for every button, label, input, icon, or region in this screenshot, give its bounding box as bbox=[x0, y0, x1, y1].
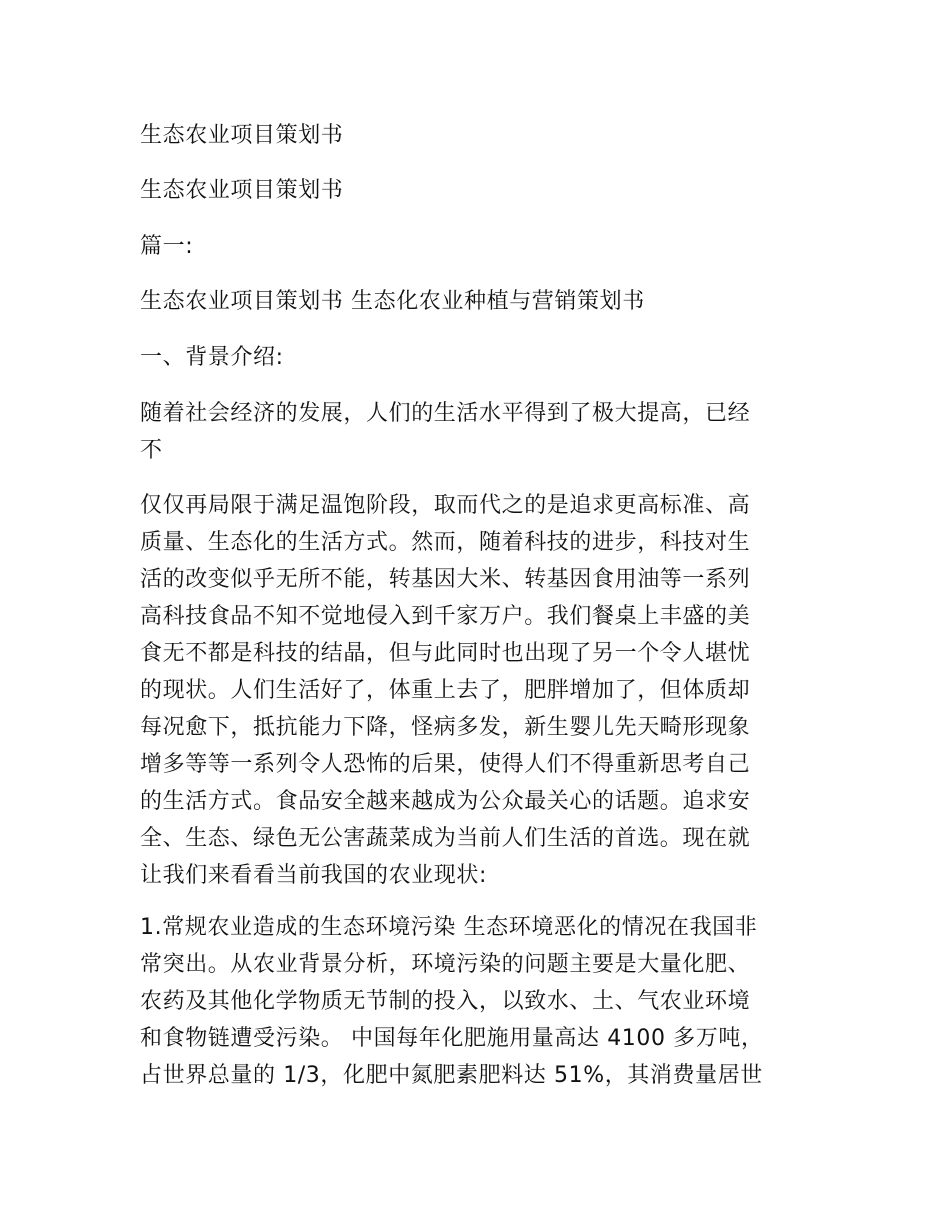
paragraph-background bbox=[140, 487, 805, 894]
paragraph-line: 高科技食品不知不觉地侵入到千家万户。我们餐桌上丰盛的美 bbox=[140, 604, 751, 629]
paragraph-line: 增多等等一系列令人恐怖的后果，使得人们不得重新思考自己 bbox=[140, 752, 751, 777]
paragraph-line: 仅仅再局限于满足温饱阶段，取而代之的是追求更高标准、高 bbox=[140, 493, 751, 518]
paragraph-line: 每况愈下，抵抗能力下降，怪病多发，新生婴儿先天畸形现象 bbox=[140, 715, 751, 740]
section-heading-background: 一、背景介绍: bbox=[140, 345, 284, 370]
paragraph-line: 常突出。从农业背景分析，环境污染的问题主要是大量化肥、 bbox=[140, 952, 751, 977]
document-subtitle: 生态农业项目策划书 生态化农业种植与营销策划书 bbox=[140, 289, 645, 314]
paragraph-line: 农药及其他化学物质无节制的投入，以致水、土、气农业环境 bbox=[140, 989, 751, 1014]
paragraph-line: 的生活方式。食品安全越来越成为公众最关心的话题。追求安 bbox=[140, 789, 751, 814]
paragraph-line: 活的改变似乎无所不能，转基因大米、转基因食用油等一系列 bbox=[140, 567, 751, 592]
paragraph-intro bbox=[140, 395, 805, 469]
paragraph-line: 全、生态、绿色无公害蔬菜成为当前人们生活的首选。现在就 bbox=[140, 826, 751, 851]
chapter-heading: 篇一: bbox=[140, 234, 194, 259]
paragraph-line: 让我们来看看当前我国的农业现状: bbox=[140, 863, 488, 888]
paragraph-line: 食无不都是科技的结晶，但与此同时也出现了另一个令人堪忧 bbox=[140, 641, 751, 666]
paragraph-line: 随着社会经济的发展，人们的生活水平得到了极大提高，已经 bbox=[140, 401, 751, 426]
paragraph-pollution bbox=[140, 909, 805, 1094]
paragraph-line: 占世界总量的 1/3，化肥中氮肥素肥料达 51%，其消费量居世 bbox=[140, 1063, 763, 1088]
document-title-repeat: 生态农业项目策划书 bbox=[140, 178, 344, 203]
paragraph-line: 的现状。人们生活好了，体重上去了，肥胖增加了，但体质却 bbox=[140, 678, 751, 703]
paragraph-line: 和食物链遭受污染。 中国每年化肥施用量高达 4100 多万吨， bbox=[140, 1026, 764, 1051]
document-title: 生态农业项目策划书 bbox=[140, 123, 344, 148]
paragraph-line: 不 bbox=[140, 438, 163, 463]
paragraph-line: 质量、生态化的生活方式。然而，随着科技的进步，科技对生 bbox=[140, 530, 751, 555]
paragraph-line: 1.常规农业造成的生态环境污染 生态环境恶化的情况在我国非 bbox=[140, 915, 758, 940]
